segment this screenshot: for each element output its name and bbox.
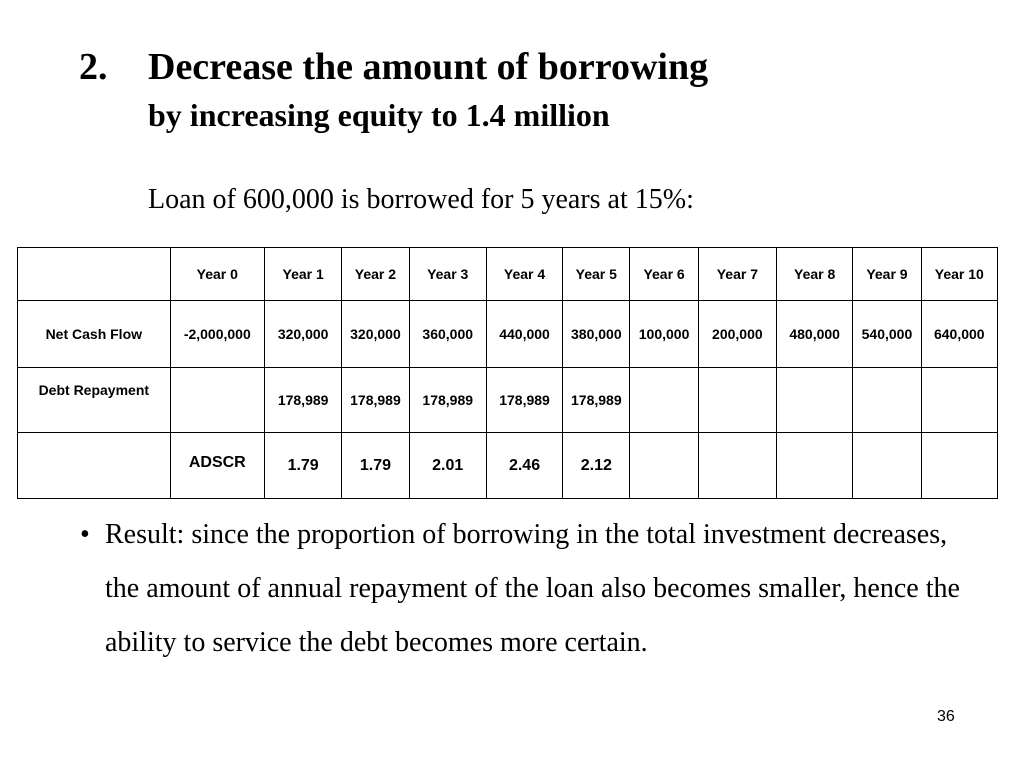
table-cell: 178,989 <box>409 368 486 433</box>
table-cell <box>853 433 921 499</box>
table-cell <box>630 368 698 433</box>
header-cell-year-1: Year 1 <box>264 248 341 301</box>
table-cell: -2,000,000 <box>170 301 264 368</box>
adscr-label: ADSCR <box>170 433 264 499</box>
table-row-adscr <box>18 433 998 499</box>
table-cell <box>698 433 776 499</box>
table-row-debt-repayment <box>18 368 998 433</box>
table-cell: 480,000 <box>777 301 853 368</box>
header-cell-year-10: Year 10 <box>921 248 997 301</box>
heading-number: 2. <box>79 46 108 88</box>
table-row-net-cash-flow <box>18 301 998 368</box>
table-cell: 2.01 <box>409 433 486 499</box>
table-cell <box>777 433 853 499</box>
table-cell: 2.12 <box>563 433 630 499</box>
table-cell: 380,000 <box>563 301 630 368</box>
header-cell-year-7: Year 7 <box>698 248 776 301</box>
table-cell <box>853 368 921 433</box>
page-number: 36 <box>937 708 955 725</box>
table-cell: 360,000 <box>409 301 486 368</box>
table-cell: 440,000 <box>486 301 562 368</box>
table-cell: 1.79 <box>342 433 409 499</box>
table-cell <box>921 433 997 499</box>
row-label-net-cash-flow: Net Cash Flow <box>18 301 171 368</box>
header-cell-year-3: Year 3 <box>409 248 486 301</box>
bullet-icon: • <box>80 519 90 550</box>
header-cell-blank <box>18 248 171 301</box>
header-cell-year-2: Year 2 <box>342 248 409 301</box>
table-cell <box>921 368 997 433</box>
table-cell <box>777 368 853 433</box>
header-cell-year-5: Year 5 <box>563 248 630 301</box>
table-cell: 1.79 <box>264 433 341 499</box>
table-cell: 320,000 <box>264 301 341 368</box>
header-cell-year-4: Year 4 <box>486 248 562 301</box>
table-cell: 200,000 <box>698 301 776 368</box>
table-cell: 178,989 <box>264 368 341 433</box>
table-header-row <box>18 248 998 301</box>
table-cell <box>170 368 264 433</box>
table-cell: 320,000 <box>342 301 409 368</box>
cash-flow-table <box>17 247 998 499</box>
row-label-debt-repayment: Debt Repayment <box>18 368 171 433</box>
header-cell-year-8: Year 8 <box>777 248 853 301</box>
header-cell-year-9: Year 9 <box>853 248 921 301</box>
table-cell: 178,989 <box>563 368 630 433</box>
slide-subtitle: by increasing equity to 1.4 million <box>148 97 610 133</box>
row-label-blank <box>18 433 171 499</box>
table-cell <box>698 368 776 433</box>
table-cell: 100,000 <box>630 301 698 368</box>
table-cell: 640,000 <box>921 301 997 368</box>
table-cell: 178,989 <box>342 368 409 433</box>
table-cell: 178,989 <box>486 368 562 433</box>
header-cell-year-6: Year 6 <box>630 248 698 301</box>
slide-title: Decrease the amount of borrowing <box>148 46 709 88</box>
header-cell-year-0: Year 0 <box>170 248 264 301</box>
result-text: Result: since the proportion of borrowing in the total investment decreases, the amount of annual repayment of the loan also becomes smaller, hence the ability to service the debt becomes more certain. <box>105 519 960 658</box>
table-cell: 540,000 <box>853 301 921 368</box>
table-cell: 2.46 <box>486 433 562 499</box>
loan-note: Loan of 600,000 is borrowed for 5 years at 15%: <box>148 184 694 215</box>
table-cell <box>630 433 698 499</box>
